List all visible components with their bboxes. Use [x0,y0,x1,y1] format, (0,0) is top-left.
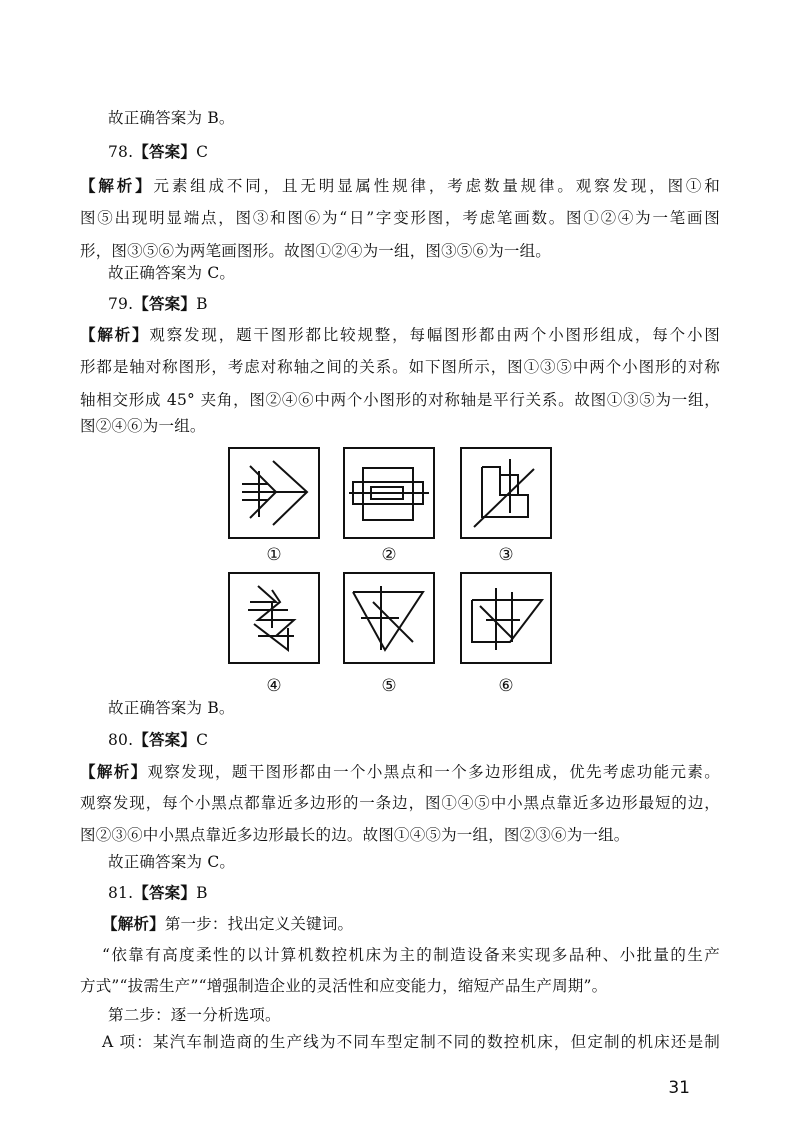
figure-3 [460,447,552,539]
figure-label-1: ① [266,545,282,565]
figure-label-2: ② [381,545,397,565]
analysis-tag: 【解析】 [80,325,150,344]
q79-heading [108,293,208,315]
q80-heading [108,729,208,751]
analysis-text: 观察发现，题干图形都比较规整，每幅图形都由两个小图形组成，每个小图 [149,326,720,344]
answer-tag: 【答案】 [133,294,197,313]
page-number: 31 [668,1078,690,1098]
figure-label-6: ⑥ [498,676,514,696]
figure-label-4: ④ [266,676,282,696]
q78-analysis-line-1 [80,175,720,197]
analysis-text: 元素组成不同，且无明显属性规律，考虑数量规律。观察发现，图①和 [153,177,720,195]
q78-heading [108,141,208,163]
figure-5 [343,572,435,664]
figure-1-drawing [228,447,320,539]
answer-line: 故正确答案为 B。 [108,109,235,127]
q78-analysis-line-2: 图⑤出现明显端点，图③和图⑥为“日”字变形图，考虑笔画数。图①②④为一笔画图 [80,209,720,227]
answer-letter: B [196,295,208,313]
analysis-tag: 【解析】 [80,176,154,195]
question-number: 79. [108,295,134,313]
q79-analysis-line-2: 形都是轴对称图形，考虑对称轴之间的关系。如下图所示，图①③⑤中两个小图形的对称 [80,358,720,376]
answer-letter: B [196,884,208,902]
figure-4-drawing [228,572,320,664]
answer-line: 故正确答案为 B。 [108,699,235,717]
answer-tag: 【答案】 [133,142,197,161]
q81-analysis-line-1 [102,913,353,935]
q80-analysis-line-2: 观察发现，每个小黑点都靠近多边形的一条边，图①④⑤中小黑点靠近多边形最短的边， [80,794,720,812]
q80-analysis-line-3: 图②③⑥中小黑点靠近多边形最长的边。故图①④⑤为一组，图②③⑥为一组。 [80,826,630,844]
figure-label-5: ⑤ [381,676,397,696]
question-number: 80. [108,731,134,749]
analysis-tag: 【解析】 [102,914,165,933]
q81-analysis-line-3: 方式”“拔需生产”“增强制造企业的灵活性和应变能力，缩短产品生产周期”。 [80,977,608,995]
answer-letter: C [196,143,209,161]
q80-analysis-line-1 [80,761,720,783]
question-number: 78. [108,143,134,161]
figure-2 [343,447,435,539]
q79-analysis-line-1 [80,324,720,346]
q78-analysis-line-3: 形，图③⑤⑥为两笔画图形。故图①②④为一组，图③⑤⑥为一组。 [80,242,552,260]
figure-6 [460,572,552,664]
figure-4 [228,572,320,664]
figure-6-drawing [460,572,552,664]
answer-letter: C [196,731,209,749]
answer-tag: 【答案】 [133,883,197,902]
figure-3-drawing [460,447,552,539]
analysis-text: 第一步：找出定义关键词。 [164,915,354,933]
q81-heading [108,882,208,904]
figure-5-drawing [343,572,435,664]
question-number: 81. [108,884,134,902]
answer-line: 故正确答案为 C。 [108,853,236,871]
q79-analysis-line-4: 图②④⑥为一组。 [80,417,206,435]
answer-line: 故正确答案为 C。 [108,264,236,282]
analysis-text: 观察发现，题干图形都由一个小黑点和一个多边形组成，优先考虑功能元素。 [147,763,720,781]
q81-analysis-line-2: “依靠有高度柔性的以计算机数控机床为主的制造设备来实现多品种、小批量的生产 [102,946,720,964]
q81-analysis-line-5: A 项：某汽车制造商的生产线为不同车型定制不同的数控机床，但定制的机床还是制 [102,1033,720,1051]
figure-2-drawing [343,447,435,539]
figure-label-3: ③ [498,545,514,565]
figure-1 [228,447,320,539]
answer-tag: 【答案】 [133,730,197,749]
q79-analysis-line-3: 轴相交形成 45° 夹角，图②④⑥中两个小图形的对称轴是平行关系。故图①③⑤为一组， [80,391,720,409]
analysis-tag: 【解析】 [80,762,148,781]
q81-analysis-line-4: 第二步：逐一分析选项。 [108,1006,281,1024]
